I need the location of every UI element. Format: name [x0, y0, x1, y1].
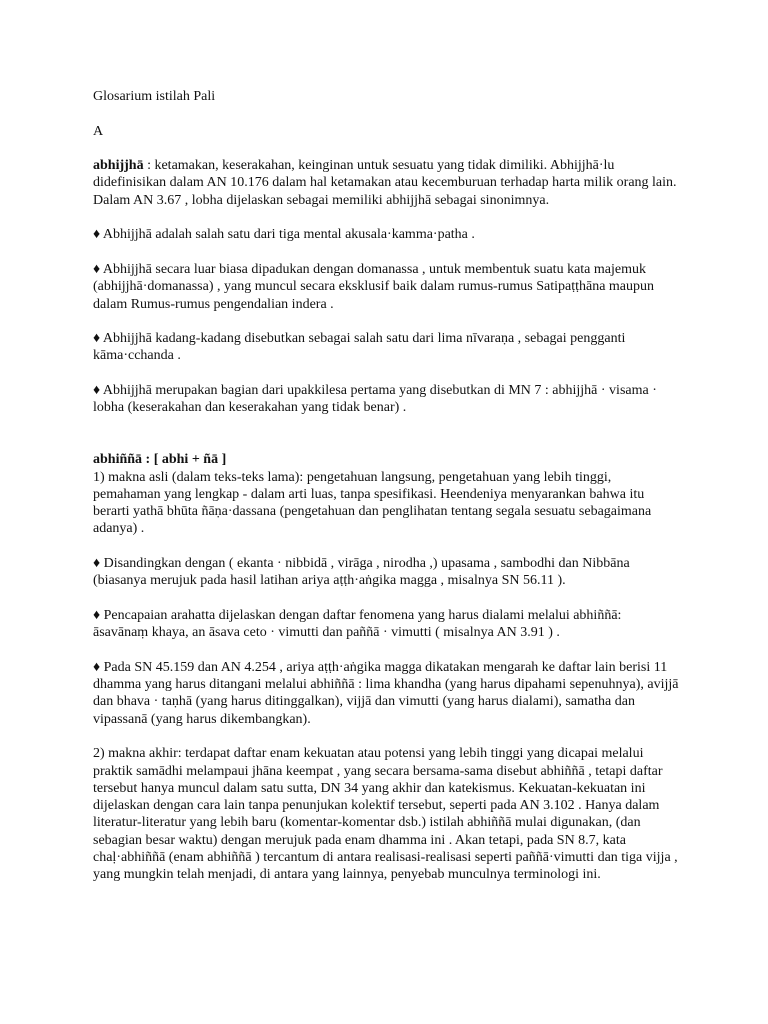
bullet-abhinna-2: ♦ Pencapaian arahatta dijelaskan dengan daftar fenomena yang harus dialami melalui abhiññā: āsavānaṃ khaya, an āsava ceto · vimutti dan paññā · vimutti ( misalnya AN 3.91 ) . [93, 607, 622, 641]
entry-abhijjha [93, 157, 679, 209]
meaning-abhinna-1: 1) makna asli (dalam teks-teks lama): pengetahuan langsung, pengetahuan yang lebih tinggi, pemahaman yang lengkap - dalam arti luas, tanpa spesifikasi. Heendeniya menyarankan bahwa itu berarti yathā bhūta ñāṇa·dassana (pengetahuan dan penglihatan tentang segala sesuatu sebagaimana adanya) . [93, 469, 652, 537]
bullet-abhijjha-2: ♦ Abhijjhā secara luar biasa dipadukan dengan domanassa , untuk membentuk suatu kata majemuk (abhijjhā·domanassa) , yang muncul secara eksklusif baik dalam rumus-rumus Satipaṭṭhāna maupun dalam Rumus-rumus pengendalian indera . [93, 261, 655, 312]
document-title: Glosarium istilah Pali [93, 89, 216, 104]
document-page [93, 88, 679, 884]
bullet-abhijjha-4: ♦ Abhijjhā merupakan bagian dari upakkilesa pertama yang disebutkan di MN 7 : abhijjhā · visama · lobha (keserakahan dan keserakahan yang tidak benar) . [93, 383, 657, 416]
term-abhinna: abhiññā : [ abhi + ñā ] [93, 452, 227, 468]
definition-abhijjha: : ketamakan, keserakahan, keinginan untuk sesuatu yang tidak dimiliki. Abhijjhā·lu didefinisikan dalam AN 10.176 dalam hal ketamakan atau kecemburuan terhadap harta milik orang lain. Dalam AN 3.67 , lobha dijelaskan sebagai memiliki abhijjhā sebagai sinonimnya. [93, 158, 677, 208]
bullet-abhijjha-3: ♦ Abhijjhā kadang-kadang disebutkan sebagai salah satu dari lima nīvaraṇa , sebagai pengganti kāma·cchanda . [93, 331, 626, 364]
bullet-abhinna-1: ♦ Disandingkan dengan ( ekanta · nibbidā , virāga , nirodha ,) upasama , sambodhi dan Nibbāna (biasanya merujuk pada hasil latihan ariya aṭṭh·aṅgika magga , misalnya SN 56.11 ). [93, 556, 630, 589]
meaning-abhinna-2: 2) makna akhir: terdapat daftar enam kekuatan atau potensi yang lebih tinggi yang dicapai melalui praktik samādhi melampaui jhāna keempat , yang secara bersama-sama disebut abhiññā , tetapi daftar tersebut hanya muncul dalam satu sutta, DN 34 yang akhir dan katekismus. Kekuatan-kekuatan ini dijelaskan dengan cara lain tanpa penunjukan kolektif tersebut, seperti pada AN 3.102 . Hanya dalam literatur-literatur yang lebih baru (komentar-komentar dsb.) istilah abhiññā mulai digunakan, (dan sebagian besar waktu) dengan merujuk pada enam dhamma ini . Akan tetapi, pada SN 8.7, kata chaḷ·abhiññā (enam abhiññā ) tercantum di antara realisasi-realisasi seperti paññā·vimutti dan tiga vijja , yang mungkin telah menjadi, di antara yang lainnya, penyebab munculnya terminologi ini. [93, 746, 678, 883]
bullet-abhijjha-1: ♦ Abhijjhā adalah salah satu dari tiga mental akusala·kamma·patha . [93, 227, 475, 243]
section-letter: A [93, 123, 104, 139]
term-abhijjha: abhijjhā [93, 158, 144, 174]
bullet-abhinna-3: ♦ Pada SN 45.159 dan AN 4.254 , ariya aṭṭh·aṅgika magga dikatakan mengarah ke daftar lain berisi 11 dhamma yang harus ditangani melalui abhiññā : lima khandha (yang harus dipahami sepenuhnya), avijjā dan bhava · taṇhā (yang harus ditinggalkan), vijjā dan vimutti (yang harus dialami), samatha dan vipassanā (yang harus dikembangkan). [93, 659, 679, 727]
